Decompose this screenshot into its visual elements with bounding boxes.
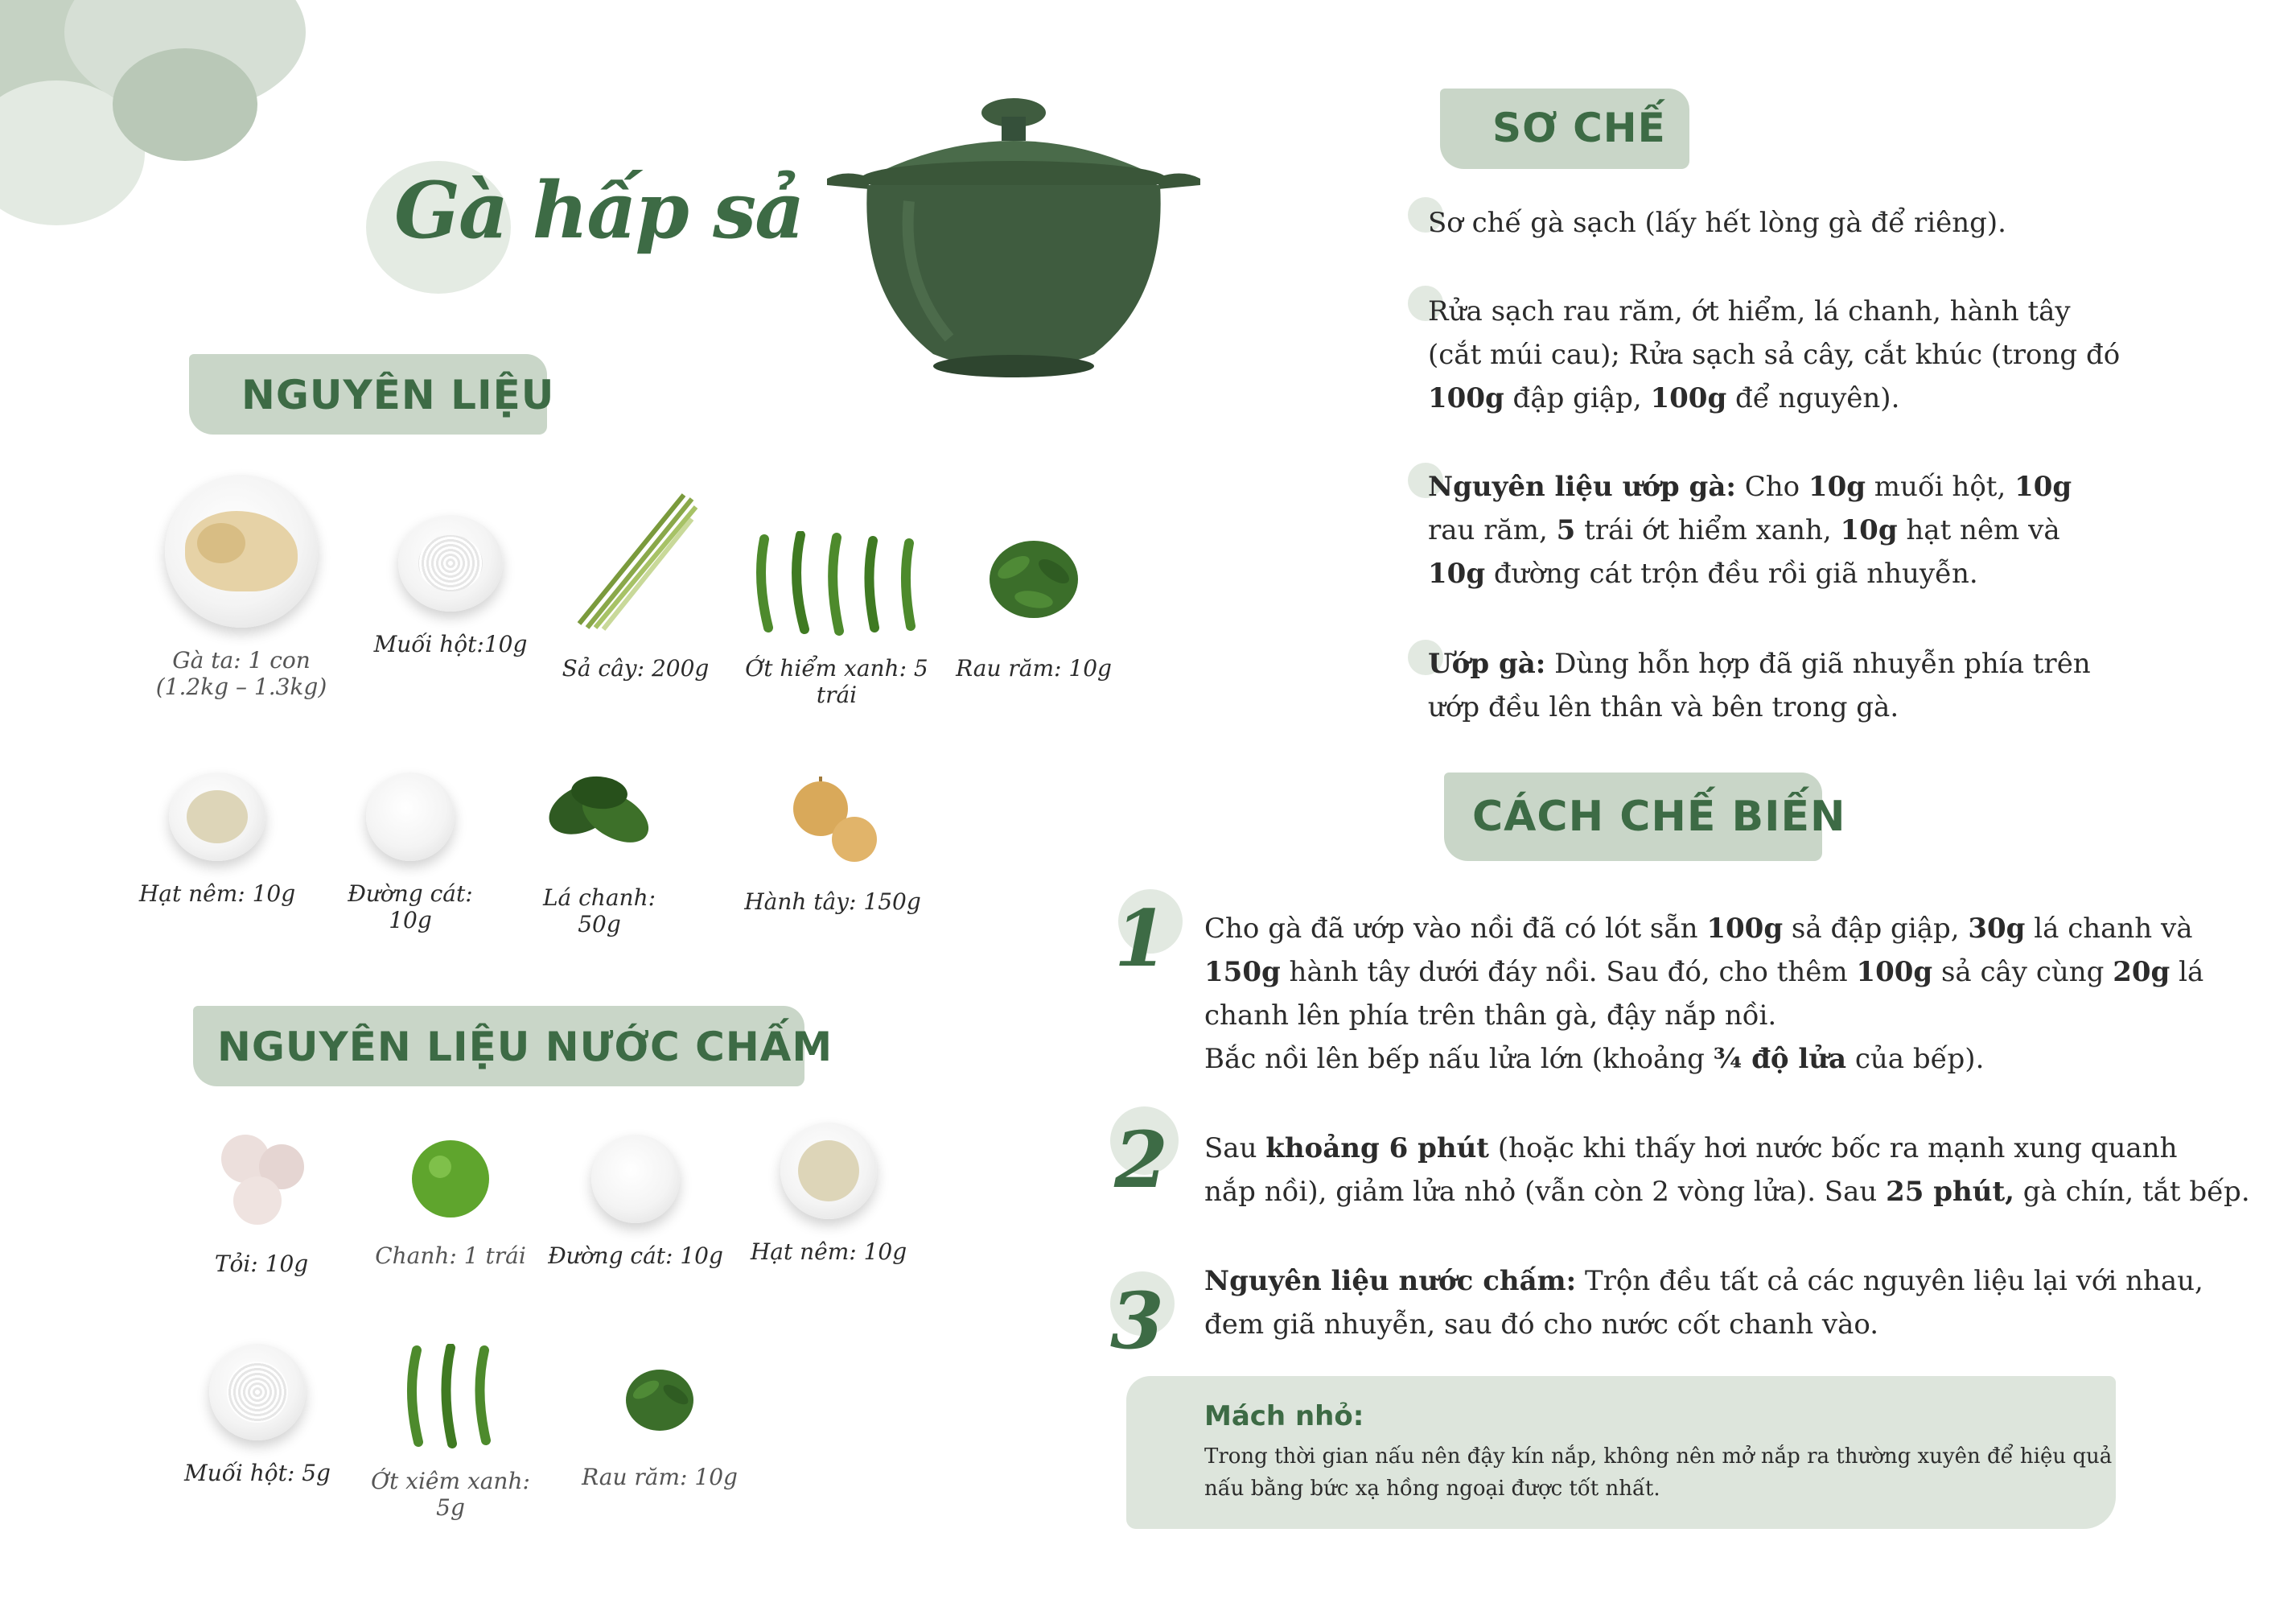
sauce-garlic: Tỏi: 10g [181,1127,342,1277]
sugar-icon [366,773,455,861]
green-chili-icon [744,531,929,636]
sauce-sugar: Đường cát: 10g [547,1135,724,1269]
ingredients-heading: NGUYÊN LIỆU [241,372,555,418]
ingredient-rau-ram: Rau răm: 10g [953,523,1114,682]
seasoning-icon [780,1123,877,1219]
garlic-icon [209,1127,314,1231]
ingredient-sugar: Đường cát: 10g [330,773,491,933]
step-number-2: 2 [1114,1115,1168,1205]
sugar-icon [591,1135,680,1223]
seasoning-icon [169,773,265,861]
prep-heading: SƠ CHẾ [1492,105,1666,151]
ingredient-salt: Muối hột:10g [370,515,531,657]
ingredient-lime-leaf: Lá chanh: 50g [519,760,680,937]
leaf-decoration [0,0,322,241]
ingredient-seasoning: Hạt nêm: 10g [137,773,298,907]
prep-paragraph-2: Rửa sạch rau răm, ớt hiểm, lá chanh, hành tây (cắt múi cau); Rửa sạch sả cây, cắt khúc (trong đó 100g đập giập, 100g để nguyên). [1428,295,2121,414]
prep-paragraph-1: Sơ chế gà sạch (lấy hết lòng gà để riêng). [1428,207,2006,239]
page-title: Gà hấp sả [394,165,804,256]
prep-paragraph-4: Ướp gà: Dùng hỗn hợp đã giã nhuyễn phía trên ướp đều lên thân và bên trong gà. [1428,648,2091,723]
lime-icon [406,1135,495,1223]
step-number-1: 1 [1114,893,1168,984]
lemongrass-icon [571,491,700,636]
sauce-seasoning: Hạt nêm: 10g [744,1123,913,1265]
sauce-heading: NGUYÊN LIỆU NƯỚC CHẤM [217,1024,833,1070]
ingredient-chili: Ớt hiểm xanh: 5 trái [728,531,945,708]
herb-icon [977,523,1090,636]
sauce-salt: Muối hột: 5g [177,1344,338,1486]
cooking-heading: CÁCH CHẾ BIẾN [1472,793,1846,841]
prep-paragraph-3: Nguyên liệu ướp gà: Cho 10g muối hột, 10g rau răm, 5 trái ớt hiểm xanh, 10g hạt nêm và 10g đường cát trộn đều rồi giã nhuyễn. [1428,471,2072,590]
tip-text: Trong thời gian nấu nên đậy kín nắp, không nên mở nắp ra thường xuyên để hiệu quả nấu bằng bức xạ hồng ngoại được tốt nhất. [1204,1444,2113,1501]
sauce-chili: Ớt xiêm xanh: 5g [358,1344,543,1521]
step-number-3: 3 [1110,1275,1164,1366]
clay-pot-icon [813,89,1215,394]
herb-icon [615,1356,704,1444]
ingredient-onion: Hành tây: 150g [740,777,925,915]
step-3-text: Nguyên liệu nước chấm: Trộn đều tất cả các nguyên liệu lại với nhau, đem giã nhuyễn, sau đó cho nước cốt chanh vào. [1204,1265,2203,1341]
lime-leaf-icon [539,760,660,865]
ingredient-chicken: Gà ta: 1 con (1.2kg – 1.3kg) [137,475,346,700]
step-1-text: Cho gà đã ướp vào nồi đã có lót sẵn 100g sả đập giập, 30g lá chanh và 150g hành tây dưới đáy nồi. Sau đó, cho thêm 100g sả cây cùng 20g lá chanh lên phía trên thân gà, đậy nắp nồi. Bắc nồi lên bếp nấu lửa lớn (khoảng ¾ độ lửa của bếp). [1204,913,2204,1075]
chicken-icon [165,475,318,628]
sauce-rau-ram: Rau răm: 10g [579,1356,740,1490]
green-chili-icon [394,1344,507,1448]
salt-icon [398,515,503,612]
step-2-text: Sau khoảng 6 phút (hoặc khi thấy hơi nước bốc ra mạnh xung quanh nắp nồi), giảm lửa nhỏ (vẫn còn 2 vòng lửa). Sau 25 phút, gà chín, tắt bếp. [1204,1132,2250,1208]
onion-icon [780,777,885,869]
sauce-lime: Chanh: 1 trái [370,1135,531,1269]
salt-icon [209,1344,306,1440]
ingredient-lemongrass: Sả cây: 200g [547,491,724,682]
tip-title: Mách nhỏ: [1204,1400,1364,1432]
